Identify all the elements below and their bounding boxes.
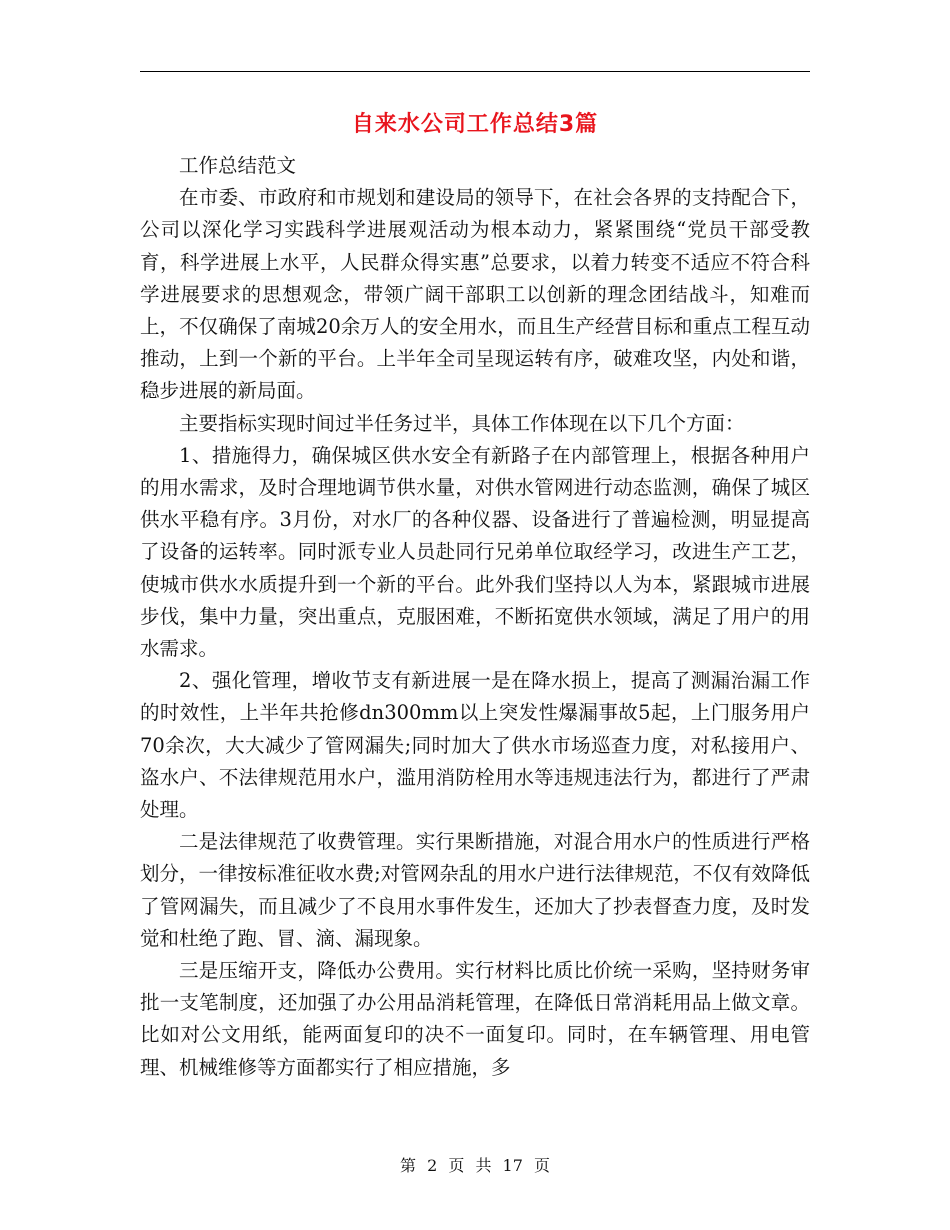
paragraph-point-2: 2、强化管理，增收节支有新进展一是在降水损上，提高了测漏治漏工作的时效性，上半年共抢修dn300mm以上突发性爆漏事故5起，上门服务用户70余次，大大减少了管网漏失;同时加大了供水市场巡查力度，对私接用户、盗水户、不法律规范用水户，滥用消防栓用水等违规违法行为，都进行了严肃处理。 — [140, 669, 810, 822]
paragraph-intro: 在市委、市政府和市规划和建设局的领导下，在社会各界的支持配合下，公司以深化学习实践科学进展观活动为根本动力，紧紧围绕“党员干部受教育，科学进展上水平，人民群众得实惠”总要求，以着力转变不适应不符合科学进展要求的思想观念，带领广阔干部职工以创新的理念团结战斗，知难而上，不仅确保了南城20余万人的安全用水，而且生产经营目标和重点工程互动推动，上到一个新的平台。上半年全司呈现运转有序，破难攻坚，内处和谐，稳步进展的新局面。 — [140, 186, 810, 403]
paragraph-point-1: 1、措施得力，确保城区供水安全有新路子在内部管理上，根据各种用户的用水需求，及时合理地调节供水量，对供水管网进行动态监测，确保了城区供水平稳有序。3月份，对水厂的各种仪器、设备进行了普遍检测，明显提高了设备的运转率。同时派专业人员赴同行兄弟单位取经学习，改进生产工艺，使城市供水水质提升到一个新的平台。此外我们坚持以人为本，紧跟城市进展步伐，集中力量，突出重点，克服困难，不断拓宽供水领域，满足了用户的用水需求。 — [140, 443, 810, 661]
document-body — [140, 150, 810, 1084]
document-title: 自来水公司工作总结3篇 — [351, 112, 599, 137]
section-heading: 工作总结范文 — [179, 154, 297, 177]
page-indicator: 第 2 页 共 17 页 — [400, 1156, 550, 1175]
header-rule — [140, 71, 810, 72]
paragraph-overview: 主要指标实现时间过半任务过半，具体工作体现在以下几个方面： — [179, 411, 745, 435]
paragraph-fee-management: 二是法律规范了收费管理。实行果断措施，对混合用水户的性质进行严格划分，一律按标准征收水费;对管网杂乱的用水户进行法律规范，不仅有效降低了管网漏失，而且减少了不良用水事件发生，还加大了抄表督查力度，及时发觉和杜绝了跑、冒、滴、漏现象。 — [140, 830, 810, 950]
paragraph-cost-reduction: 三是压缩开支，降低办公费用。实行材料比质比价统一采购，坚持财务审批一支笔制度，还加强了办公用品消耗管理，在降低日常消耗用品上做文章。比如对公文用纸，能两面复印的决不一面复印。同时，在车辆管理、用电管理、机械维修等方面都实行了相应措施，多 — [140, 959, 810, 1079]
